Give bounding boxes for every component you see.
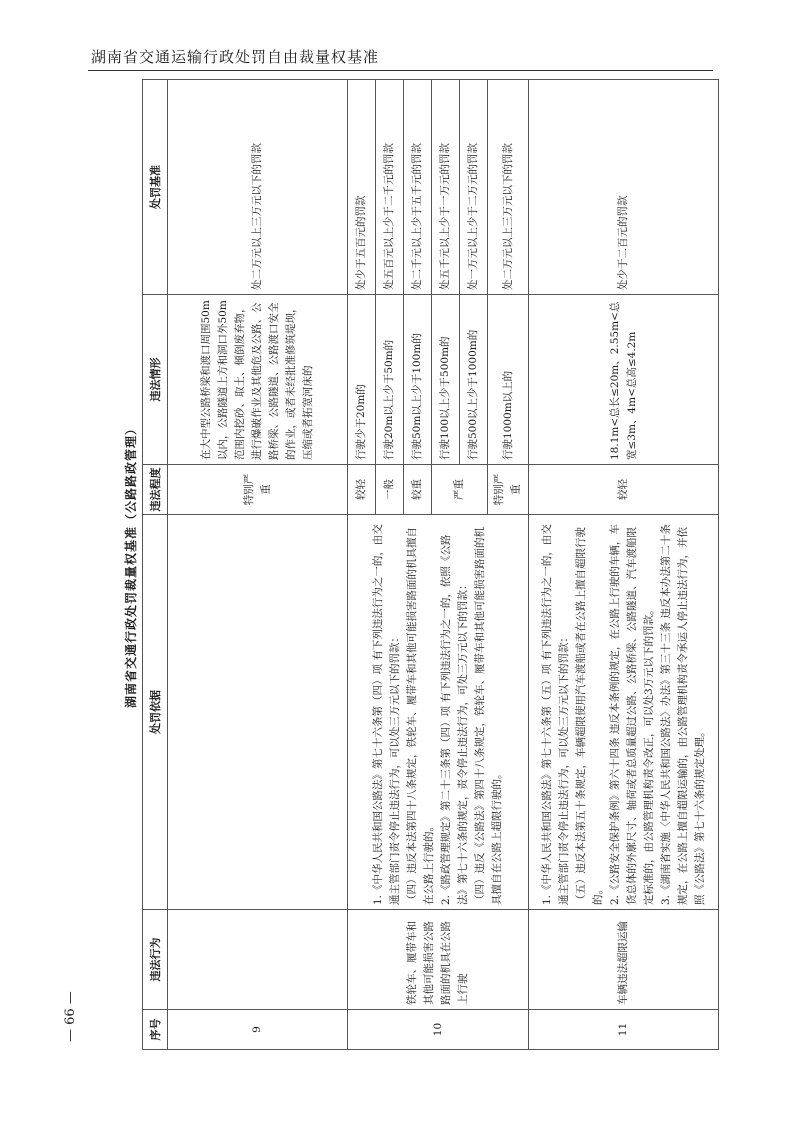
table-row	[168, 80, 348, 1050]
basis-cell	[168, 515, 348, 910]
circumstance-cell: 行驶500以上少于1000m的	[460, 295, 488, 465]
circumstance-cell: 行驶1000m以上的	[488, 295, 529, 465]
degree-cell: 特别严重	[488, 465, 529, 515]
behavior-cell	[168, 910, 348, 1010]
table-header-row	[143, 80, 168, 1050]
degree-cell: 较重	[404, 465, 432, 515]
penalty-cell: 处五百元以上少于二千元的罚款	[376, 80, 404, 295]
basis-cell	[529, 515, 719, 910]
row-number: 9	[168, 1010, 348, 1050]
row-number: 11	[529, 1010, 719, 1050]
behavior-cell: 车辆违法超限运输	[529, 910, 719, 1010]
col-header-degree: 违法程度	[143, 465, 168, 515]
penalty-cell: 处少于五百元的罚款	[348, 80, 376, 295]
circumstance-cell: 18.1m<总长≤20m、2.55m<总宽≤3m、4m<总高≤4.2m	[529, 295, 719, 465]
basis-paragraph: 2.《路政管理规定》第二十三条第（四）项 有下列违法行为之一的，依照《公路法》第七十六条的规定，责令停止违法行为，可处三万元以下的罚款：	[440, 534, 469, 905]
row-number: 10	[348, 1010, 529, 1050]
degree-cell: 较轻	[348, 465, 376, 515]
penalty-cell: 处二千元以上少于五千元的罚款	[404, 80, 432, 295]
degree-cell: 严重	[432, 465, 488, 515]
running-header: 湖南省交通运输行政处罚自由裁量权基准	[91, 48, 380, 66]
basis-paragraph: 2.《公路安全保护条例》第六十四条 违反本条例的规定，在公路上行驶的车辆，车货总体的外廓尺寸、轴荷或者总质量超过公路、公路桥梁、公路隧道、汽车渡船限定标准的，由公路管理机构责令改正，可以处3万元以下的罚款。	[608, 524, 655, 905]
degree-cell: 一般	[376, 465, 404, 515]
table-row	[348, 80, 376, 1050]
circumstance-cell: 行驶100以上少于500m的	[432, 295, 460, 465]
basis-paragraph: 1.《中华人民共和国公路法》第七十六条第（四）项 有下列违法行为之一的，由交通主管部门责令停止违法行为，可以处三万元以下的罚款：	[372, 524, 401, 905]
penalty-cell: 处五千元以上少于一万元的罚款	[432, 80, 460, 295]
degree-cell: 较轻	[529, 465, 719, 515]
circumstance-cell: 行驶20m以上少于50m的	[376, 295, 404, 465]
penalty-cell: 处二万元以上三万元以下的罚款	[488, 80, 529, 295]
col-header-circumstance: 违法情形	[143, 295, 168, 465]
rotated-table-block	[120, 80, 710, 1050]
circumstance-cell: 行驶少于20m的	[348, 295, 376, 465]
table-title: 湖南省交通行政处罚裁量权基准（公路路政管理）	[124, 422, 138, 709]
basis-cell	[348, 515, 529, 910]
page-number: — 66 —	[63, 991, 78, 1042]
col-header-basis: 处罚依据	[143, 515, 168, 910]
basis-paragraph: 1.《中华人民共和国公路法》第七十六条第（五）项 有下列违法行为之一的，由交通主管部门责令停止违法行为，可以处三万元以下的罚款：	[540, 524, 570, 905]
basis-paragraph: （四）违反本法第四十八条规定，铁轮车、履带车和其他可能损害路面的机具擅自在公路上行驶的。	[406, 527, 435, 905]
basis-paragraph: （四）违反《公路法》第四十八条规定，铁轮车、履带车和其他可能损害路面的机具擅自在公路上超限行驶的。	[474, 527, 503, 905]
basis-paragraph: 3.《湖南省实施〈中华人民共和国公路法〉办法》第三十三条 违反本办法第二十条规定，在公路上擅自超限运输的，由公路管理机构责令承运人停止违法行为，并依照《公路法》第七十六条的规定处理。	[659, 524, 706, 905]
penalty-cell: 处二万元以上三万元以下的罚款	[168, 80, 348, 295]
col-header-no: 序号	[143, 1010, 168, 1050]
penalty-cell: 处一万元以上少于二万元的罚款	[460, 80, 488, 295]
penalty-cell: 处少于二百元的罚款	[529, 80, 719, 295]
header-rule	[88, 70, 713, 71]
behavior-cell: 铁轮车、履带车和其他可能损害公路路面的机具在公路上行驶	[348, 910, 529, 1010]
table-row	[529, 80, 719, 1050]
circumstance-cell: 在大中型公路桥梁和渡口周围50m以内，公路隧道上方和洞口外50m范围内挖砂、取土、倾倒废弃物，进行爆破作业及其他危及公路、公路桥梁、公路隧道、公路渡口安全的作业，或者未经批准修筑堤坝，压缩或者拓宽河床的	[168, 295, 348, 465]
col-header-behavior: 违法行为	[143, 910, 168, 1010]
degree-cell: 特别严重	[168, 465, 348, 515]
basis-paragraph: （五）违反本法第五十条规定，车辆超限使用汽车渡船或者在公路上擅自超限行驶的。	[574, 527, 604, 905]
col-header-penalty: 处罚基准	[143, 80, 168, 295]
circumstance-cell: 行驶50m以上少于100m的	[404, 295, 432, 465]
penalty-table	[142, 79, 719, 1050]
